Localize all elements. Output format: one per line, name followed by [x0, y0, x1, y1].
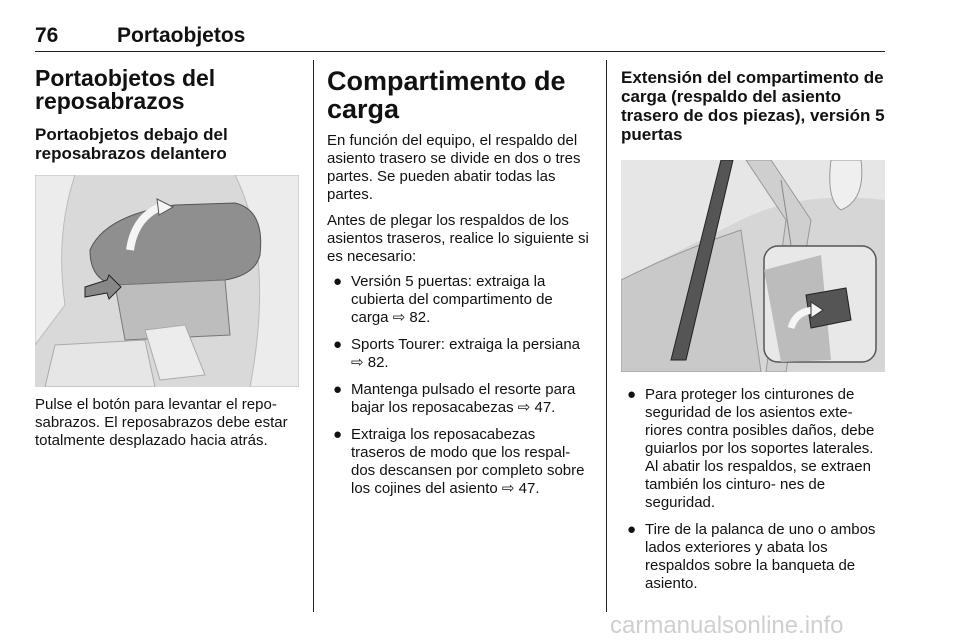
- column-load-compartment: [327, 60, 592, 507]
- bullet-icon: ●: [333, 381, 343, 398]
- list-item-text: Extraiga los reposacabezas traseros de modo que los respal- dos descansen por completo sobre los cojines del asiento ⇨ 47.: [351, 426, 585, 497]
- list-item: [327, 426, 592, 498]
- watermark: carmanualsonline.info: [610, 612, 844, 639]
- bullet-icon: ●: [333, 273, 343, 290]
- armrest-instruction: Pulse el botón para levantar el repo- sabrazos. El reposabrazos debe estar totalmente desplazado hacia atrás.: [35, 396, 288, 449]
- section-title: Compartimento de carga: [327, 66, 566, 124]
- bullet-icon: ●: [627, 386, 637, 403]
- page-header: [35, 24, 885, 52]
- list-item-text: Mantenga pulsado el resorte para bajar los reposacabezas ⇨ 47.: [351, 381, 576, 416]
- preparation-paragraph: Antes de plegar los respaldos de los asientos traseros, realice lo siguiente si es necesario:: [327, 212, 589, 265]
- list-item-text: Para proteger los cinturones de seguridad de los asientos exte- riores contra posibles daños, debe guiarlos por los soportes laterales. Al abatir los respaldos, se extraen también los cinturo- nes de seguridad.: [645, 386, 875, 511]
- list-item: [327, 336, 592, 372]
- armrest-illustration: [35, 175, 299, 387]
- subsection-title: Portaobjetos debajo del reposabrazos delantero: [35, 125, 228, 163]
- column-divider: [606, 60, 607, 612]
- subsection-title: Extensión del compartimento de carga (respaldo del asiento trasero de dos piezas), versión 5 puertas: [621, 68, 885, 144]
- list-item-text: Tire de la palanca de uno o ambos lados exteriores y abata los respaldos sobre la banqueta de asiento.: [645, 521, 876, 592]
- seatbelt-illustration: [621, 160, 885, 372]
- page-number: 76: [35, 24, 59, 47]
- bullet-icon: ●: [333, 426, 343, 443]
- list-item: [621, 386, 886, 512]
- column-divider: [313, 60, 314, 612]
- list-item-text: Versión 5 puertas: extraiga la cubierta del compartimento de carga ⇨ 82.: [351, 273, 553, 326]
- list-item-text: Sports Tourer: extraiga la persiana ⇨ 82.: [351, 336, 581, 371]
- column-armrest: [35, 60, 301, 450]
- preparation-list: [327, 273, 592, 498]
- list-item: [327, 273, 592, 327]
- intro-paragraph: En función del equipo, el respaldo del asiento trasero se divide en dos o tres partes. Se pueden abatir todas las partes.: [327, 132, 581, 203]
- list-item: [327, 381, 592, 417]
- column-load-extension: [621, 60, 886, 602]
- bullet-icon: ●: [333, 336, 343, 353]
- section-title: Portaobjetos del reposabrazos: [35, 65, 216, 114]
- extension-list: [621, 386, 886, 593]
- list-item: [621, 521, 886, 593]
- bullet-icon: ●: [627, 521, 637, 538]
- running-title: Portaobjetos: [117, 24, 246, 47]
